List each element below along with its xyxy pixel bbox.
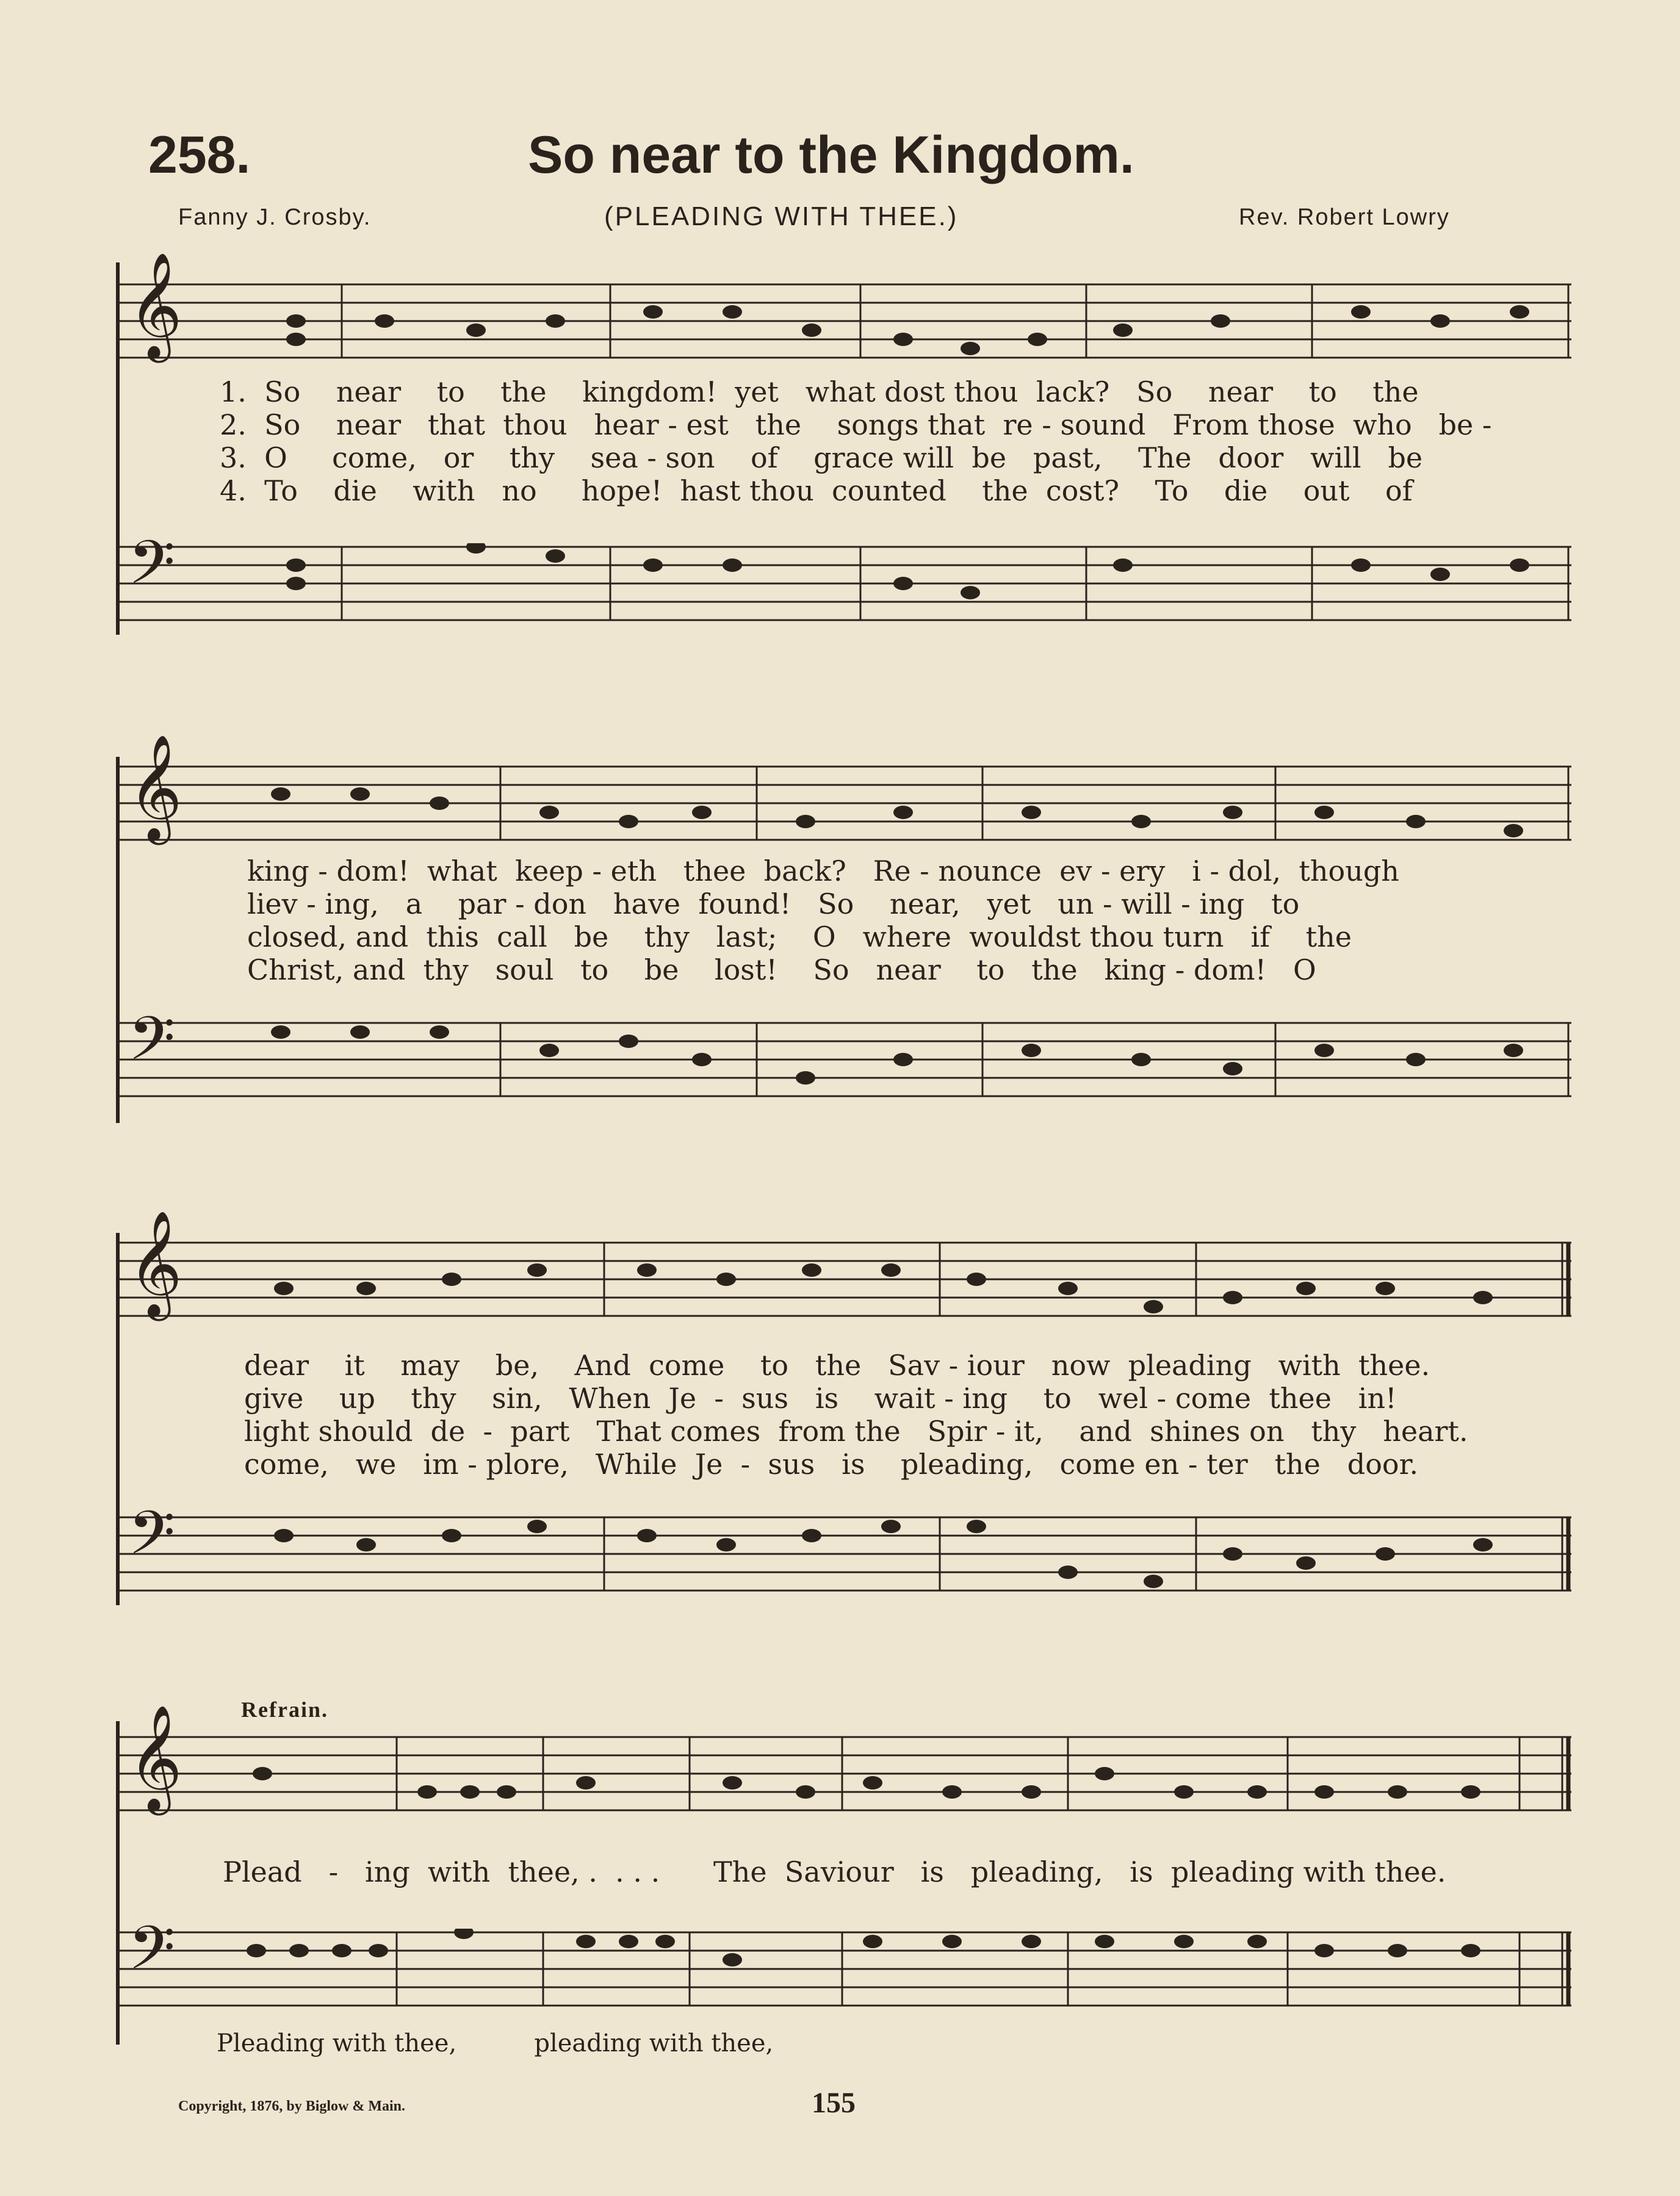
lyric-verse-4: 4. To die with no hope! hast thou counted the cost? To die out of — [220, 474, 1413, 507]
treble-clef-icon: 𝄞 — [128, 1210, 182, 1317]
lyric-verse-4: Christ, and thy soul to be lost! So near to the king - dom! O — [247, 953, 1316, 986]
page-number: 155 — [812, 2087, 856, 2119]
copyright-notice: Copyright, 1876, by Biglow & Main. — [178, 2098, 406, 2114]
lyric-verse-1: 1. So near to the kingdom! yet what dost thou lack? So near to the — [220, 375, 1419, 408]
hymn-subtitle: (PLEADING WITH THEE.) — [604, 201, 959, 231]
treble-clef-icon: 𝄞 — [128, 252, 182, 358]
bass-staff — [116, 1929, 1571, 2009]
lyric-verse-2: give up thy sin, When Je - sus is wait - ing to wel - come thee in! — [244, 1382, 1397, 1415]
bass-clef-icon: 𝄢 — [128, 528, 176, 613]
lyric-verse-4: come, we im - plore, While Je - sus is pleading, come en - ter the door. — [244, 1448, 1419, 1481]
author-credit: Fanny J. Crosby. — [178, 204, 372, 230]
lyric-verse-1: king - dom! what keep - eth thee back? Re - nounce ev - ery i - dol, though — [247, 854, 1399, 887]
music-system-refrain — [116, 1705, 1571, 2057]
music-system-3 — [116, 1210, 1571, 1617]
bass-staff — [116, 1019, 1571, 1100]
lyric-verse-2: 2. So near that thou hear - est the songs that re - sound From those who be - — [220, 408, 1492, 441]
hymn-title: So near to the Kingdom. — [528, 126, 1134, 184]
treble-staff — [116, 1733, 1571, 1814]
treble-clef-icon: 𝄞 — [128, 734, 182, 840]
bass-staff — [116, 543, 1571, 624]
treble-staff — [116, 281, 1571, 361]
music-system-1 — [116, 252, 1571, 647]
refrain-bass-lyric: Pleading with thee, pleading with thee, — [217, 2029, 774, 2057]
refrain-label: Refrain. — [241, 1697, 328, 1722]
lyric-verse-3: closed, and this call be thy last; O where wouldst thou turn if the — [247, 920, 1352, 953]
treble-staff — [116, 763, 1571, 843]
bass-clef-icon: 𝄢 — [128, 1498, 176, 1583]
lyric-verse-1: dear it may be, And come to the Sav - iour now pleading with thee. — [244, 1349, 1430, 1382]
composer-credit: Rev. Robert Lowry — [1239, 204, 1450, 230]
treble-clef-icon: 𝄞 — [128, 1705, 182, 1811]
lyric-verse-3: 3. O come, or thy sea - son of grace will be past, The door will be — [220, 441, 1423, 474]
lyric-verse-3: light should de - part That comes from the Spir - it, and shines on thy heart. — [244, 1415, 1468, 1448]
music-system-2 — [116, 734, 1571, 1141]
bass-clef-icon: 𝄢 — [128, 1913, 176, 1998]
bass-clef-icon: 𝄢 — [128, 1004, 176, 1089]
hymn-number: 258. — [148, 126, 251, 184]
lyric-verse-2: liev - ing, a par - don have found! So near, yet un - will - ing to — [247, 887, 1300, 920]
bass-staff — [116, 1514, 1571, 1594]
treble-staff — [116, 1239, 1571, 1320]
refrain-lyric: Plead - ing with thee, . . . . The Saviour is pleading, is pleading with thee. — [223, 1855, 1446, 1888]
